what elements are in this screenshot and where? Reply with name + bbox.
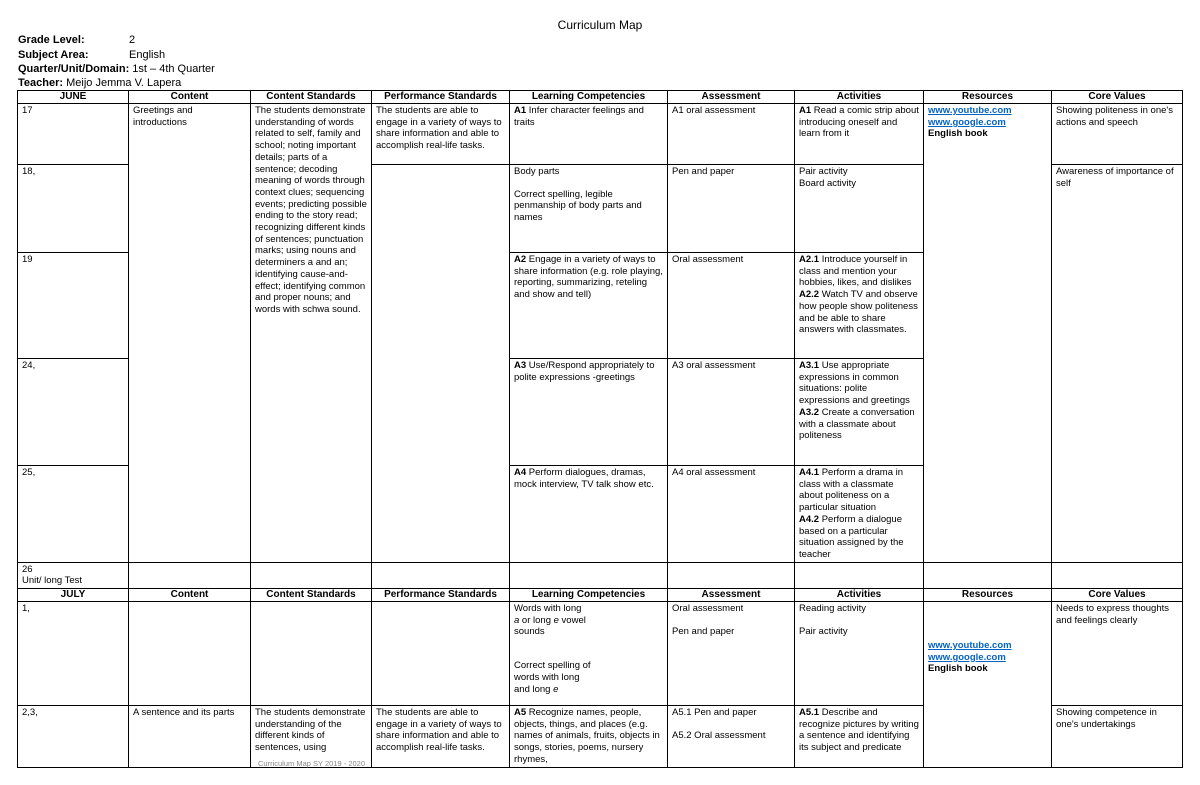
- table-row: 26 Unit/ long Test: [18, 562, 1183, 588]
- header-activities: Activities: [795, 91, 924, 104]
- table-row: 18, Body parts Correct spelling, legible penmanship of body parts and names Pen and paper Pair activity Board activity Awareness of importance of self: [18, 165, 1183, 253]
- july-resources: www.youtube.com www.google.com English book: [924, 602, 1052, 768]
- month-july: JULY: [18, 589, 129, 602]
- month-june: JUNE: [18, 91, 129, 104]
- page-title: Curriculum Map: [557, 18, 643, 32]
- june-content: Greetings and introductions: [129, 104, 251, 563]
- youtube-link[interactable]: www.youtube.com: [928, 105, 1012, 116]
- teacher: Teacher: Meijo Jemma V. Lapera: [18, 77, 182, 89]
- curriculum-table: [17, 90, 1183, 768]
- footer: Curriculum Map SY 2019 - 2020: [258, 759, 365, 768]
- june-resources: www.youtube.com www.google.com English book: [924, 104, 1052, 563]
- header-performance-standards: Performance Standards: [372, 91, 510, 104]
- table-row: 1, Words with long a or long e vowel sounds Correct spelling of words with long and long e Oral assessment Pen and paper Reading activity Pair activity www.youtube.com www.google.com English book Needs to express thoughts and feelings clearly: [18, 602, 1183, 706]
- header-assessment: Assessment: [668, 91, 795, 104]
- table-row: 25, A4 Perform dialogues, dramas, mock interview, TV talk show etc. A4 oral assessment A4.1 Perform a drama in class with a classmate about politeness on a particular situation A4.2 Perform a dialogue based on a particular situation assigned by the teacher: [18, 466, 1183, 563]
- table-row: 17 Greetings and introductions The students demonstrate understanding of words related to self, family and school; noting important details; parts of a sentence; decoding meaning of words through context clues; sequencing events; predicting possible ending to the story read; recognizing different kinds of sentences; punctuation marks; using nouns and determiners a and an; identifying cause-and-effect; identifying common and proper nouns; and words with schwa sound. The students are able to engage in a variety of ways to share information and able to accomplish real-life tasks. A1 Infer character feelings and traits A1 oral assessment A1 Read a comic strip about introducing oneself and learn from it www.youtube.com www.google.com English book Showing politeness in one's actions and speech: [18, 104, 1183, 165]
- grade-level: Grade Level: 2: [18, 34, 136, 46]
- header-content: Content: [129, 91, 251, 104]
- youtube-link[interactable]: www.youtube.com: [928, 640, 1012, 652]
- june-performance-standards: The students are able to engage in a variety of ways to share information and able to accomplish real-life tasks.: [372, 104, 510, 165]
- table-row: 2,3, A sentence and its parts The students demonstrate understanding of the different kinds of sentences, using The students are able to engage in a variety of ways to share information and able to accomplish real-life tasks. A5 Recognize names, people, objects, things, and places (e.g. names of animals, fruits, objects in songs, stories, poems, nursery rhymes, A5.1 Pen and paper A5.2 Oral assessment A5.1 Describe and recognize pictures by writing a sentence and identifying its subject and predicate Showing competence in one's undertakings: [18, 706, 1183, 768]
- header-learning-competencies: Learning Competencies: [510, 91, 668, 104]
- header-core-values: Core Values: [1052, 91, 1183, 104]
- google-link[interactable]: www.google.com: [928, 651, 1006, 663]
- header-resources: Resources: [924, 91, 1052, 104]
- june-content-standards: The students demonstrate understanding of words related to self, family and school; noting important details; parts of a sentence; decoding meaning of words through context clues; sequencing events; predicting possible ending to the story read; recognizing different kinds of sentences; punctuation marks; using nouns and determiners a and an; identifying cause-and-effect; identifying common and proper nouns; and words with schwa sound.: [251, 104, 372, 563]
- june-header-row: [18, 91, 1183, 104]
- table-row: 19 A2 Engage in a variety of ways to share information (e.g. role playing, reporting, summarizing, reteling and show and tell) Oral assessment A2.1 Introduce yourself in class and mention your hobbies, likes, and dislikes A2.2 Watch TV and observe how people show politeness and be able to share answers with classmates.: [18, 253, 1183, 359]
- google-link[interactable]: www.google.com: [928, 116, 1006, 128]
- subject-area: Subject Area: English: [18, 49, 166, 61]
- header-content-standards: Content Standards: [251, 91, 372, 104]
- quarter-domain: Quarter/Unit/Domain: 1st – 4th Quarter: [18, 63, 215, 75]
- table-row: 24, A3 Use/Respond appropriately to polite expressions -greetings A3 oral assessment A3.1 Use appropriate expressions in common situations: polite expressions and greetings A3.2 Create a conversation with a classmate about politeness: [18, 359, 1183, 466]
- july-header-row: JULY Content Content Standards Performance Standards Learning Competencies Assessment Activities Resources Core Values: [18, 589, 1183, 602]
